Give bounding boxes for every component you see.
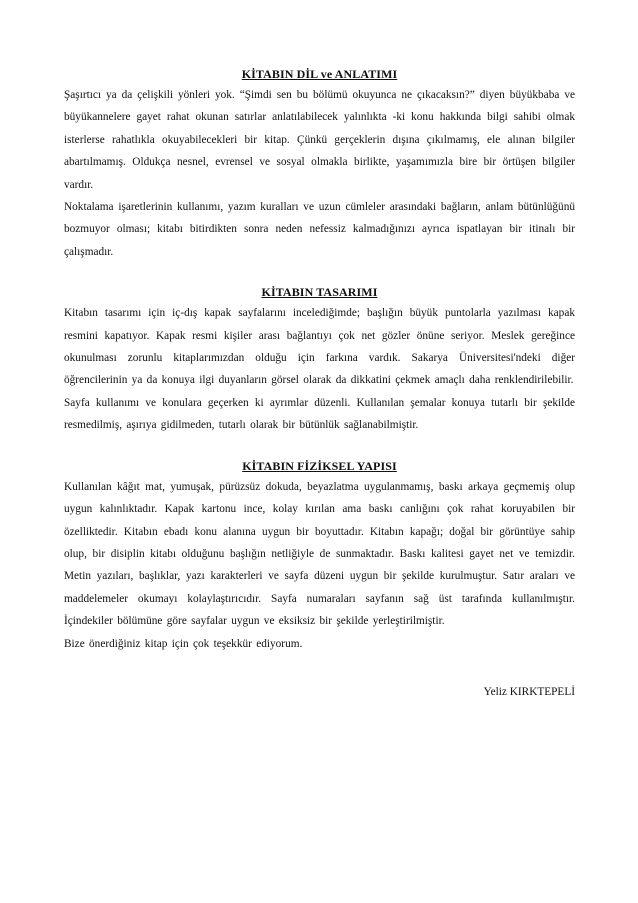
section-title-language: KİTABIN DİL ve ANLATIMI [241,67,398,81]
section-title-design: KİTABIN TASARIMI [261,285,378,300]
paragraph-design-1: Kitabın tasarımı için iç-dış kapak sayfalarını incelediğimde; başlığın büyük puntolarla yazılması kapak resmini kapatıyor. Kapak resmi kişiler arası bağlantıyı çok net gözler önüne seriyor. Meslek gereğince okunulması zorunlu kitaplarımızdan olduğu için farkına vardık. Sakarya Üniversitesi'ndeki diğer öğrencilerinin ya da konuya ilgi duyanların görsel olarak da dikkatini çekmek amaçlı daha renklendirilebilir. [64,307,575,387]
paragraph-language-2: Noktalama işaretlerinin kullanımı, yazım kuralları ve uzun cümleler arasındaki bağların, anlam bütünlüğünü bozmuyor olması; kitabı bitirdikten sonra neden nefessiz kalmadığınızı ayrıca ispatlayan bir itinalı bir çalışmadır. [64,201,575,258]
paragraph-language-1: Şaşırtıcı ya da çelişkili yönleri yok. “Şimdi sen bu bölümü okuyunca ne çıkacaksın?” diyen büyükbaba ve büyükannelere gayet rahat okunan satırlar anlatılabilecek yalınlıkta -ki konu hakkında bilgi sahibi olmak isterlerse rahatlıkla okuyabilecekleri bir kitap. Çünkü gerçeklerin dışına çıkılmamış, ele alınan bilgiler abartılmamış. Oldukça nesnel, evrensel ve sosyal olmakla birlikte, yaşamımızla bire bir örtüşen bilgiler vardır. [64,89,575,191]
signature-block [64,681,575,703]
document-page [64,64,575,703]
section-title-physical: KİTABIN FİZİKSEL YAPISI [242,458,397,473]
signature-name: Yeliz KIRKTEPELİ [483,685,575,698]
thanks-line: Bize önerdiğiniz kitap için çok teşekkür ediyorum. [64,637,303,650]
paragraph-design-2: Sayfa kullanımı ve konulara geçerken ki ayrımlar düzenli. Kullanılan şemalar konuya tutarlı bir şekilde resmedilmiş, aşırıya gidilmeden, tutarlı olarak bir bütünlük sağlanabilmiştir. [64,396,575,432]
paragraph-physical-1: Kullanılan kâğıt mat, yumuşak, pürüzsüz dokuda, beyazlatma uygulanmamış, baskı arkaya geçmemiş olup uygun kalınlıktadır. Kapak kartonu ince, kolay kırılan ama baskı canlığını çok rahat koruyabilen bir özelliktedir. Kitabın ebadı konu alanına uygun bir boyuttadır. Kitabın kapağı; doğal bir görüntüye sahip olup, bir disiplin kitabı olduğunu başlığın netliğiyle de sunmaktadır. Baskı kalitesi gayet net ve temizdir. Metin yazıları, başlıklar, yazı karakterleri ve sayfa düzeni uygun bir şekilde kurulmuştur. Satır araları ve maddelemeler okumayı kolaylaştırıcıdır. Sayfa numaraları sayfanın sağ üst tarafında kullanılmıştır. İçindekiler bölümüne göre sayfalar uygun ve eksiksiz bir şekilde yerleştirilmiştir. [64,480,575,628]
